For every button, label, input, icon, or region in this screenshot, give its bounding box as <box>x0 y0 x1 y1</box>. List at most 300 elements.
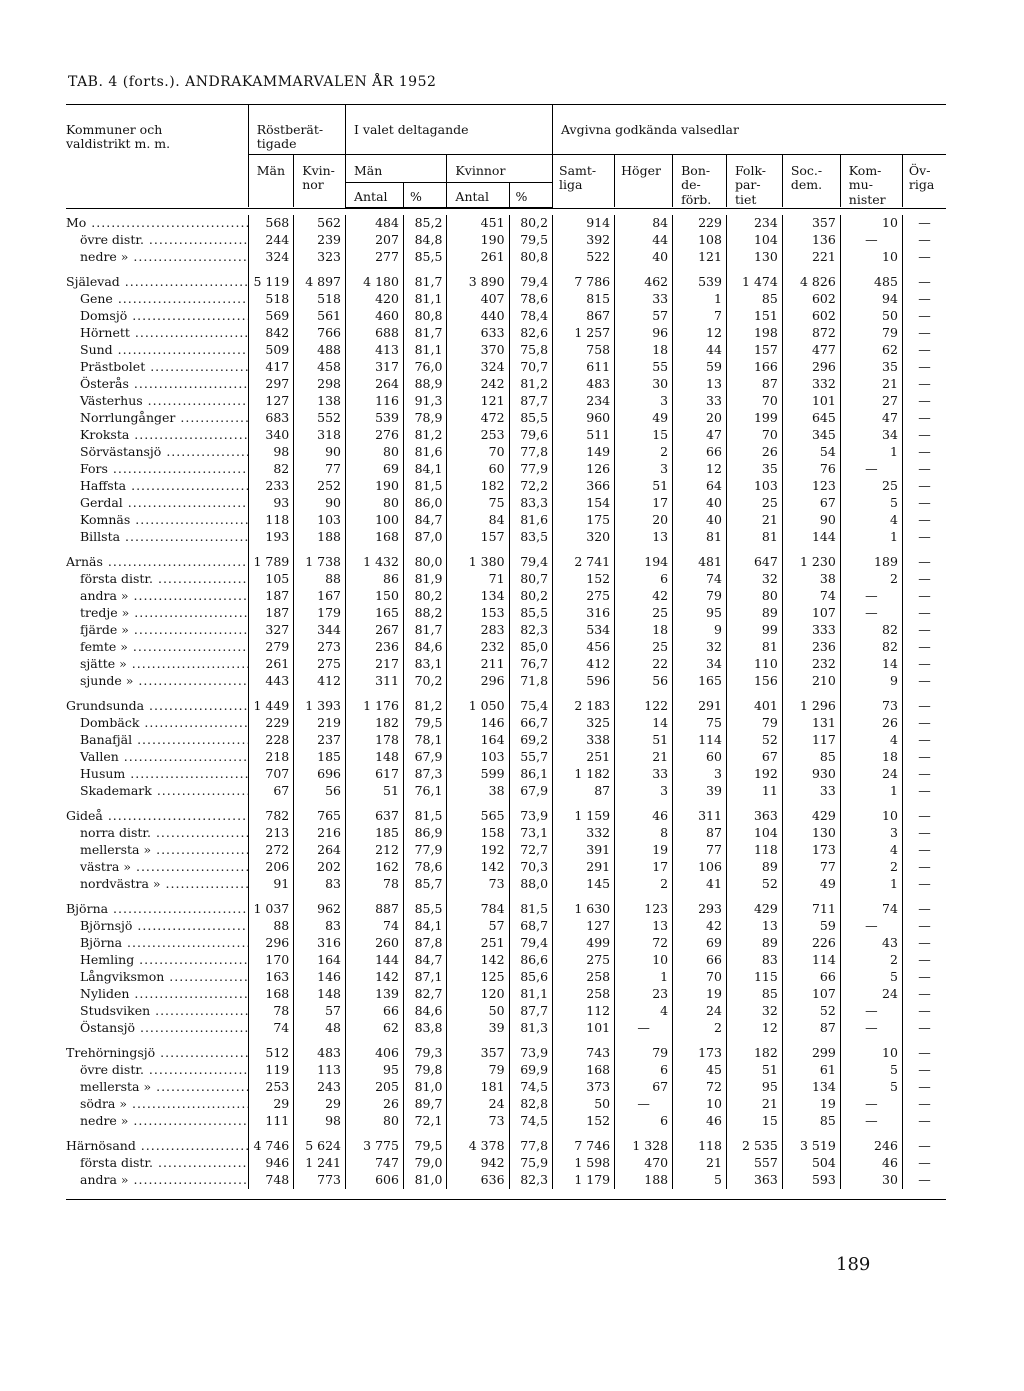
cell: 79 <box>673 588 727 605</box>
cell: 283 <box>447 622 509 639</box>
cell: 112 <box>553 1003 615 1020</box>
cell: 67 <box>248 783 294 800</box>
row-label-text: Själevad ..... <box>66 274 248 289</box>
cell: 74 <box>840 893 902 918</box>
cell: — <box>615 1020 673 1037</box>
cell: 518 <box>248 291 294 308</box>
cell: 332 <box>782 376 840 393</box>
header-socdem: Soc.-dem. <box>782 155 840 208</box>
cell: 226 <box>782 935 840 952</box>
cell: 462 <box>615 266 673 291</box>
cell: 81,0 <box>403 1079 446 1096</box>
cell: 95 <box>345 1062 403 1079</box>
cell: — <box>902 715 946 732</box>
cell: 164 <box>447 732 509 749</box>
cell: 81,2 <box>403 690 446 715</box>
cell: 41 <box>673 876 727 893</box>
cell: — <box>902 690 946 715</box>
table-row <box>66 291 946 308</box>
cell: 134 <box>447 588 509 605</box>
cell: 232 <box>782 656 840 673</box>
cell: 77,8 <box>509 1130 553 1155</box>
cell: 68,7 <box>509 918 553 935</box>
cell: 606 <box>345 1172 403 1189</box>
cell: 477 <box>782 342 840 359</box>
cell: 202 <box>294 859 346 876</box>
cell: 50 <box>447 1003 509 1020</box>
cell: 125 <box>447 969 509 986</box>
cell: 2 <box>840 952 902 969</box>
cell: 258 <box>553 969 615 986</box>
cell: 86,0 <box>403 495 446 512</box>
table-row <box>66 393 946 410</box>
cell: 872 <box>782 325 840 342</box>
row-label <box>66 393 248 410</box>
cell: 87,7 <box>509 393 553 410</box>
table-row <box>66 478 946 495</box>
cell: 81,7 <box>403 266 446 291</box>
cell: 74 <box>782 588 840 605</box>
cell: — <box>902 859 946 876</box>
cell: 275 <box>294 656 346 673</box>
cell: 407 <box>447 291 509 308</box>
cell: — <box>902 410 946 427</box>
row-label-text: Gene ..... <box>80 291 248 306</box>
table-row <box>66 444 946 461</box>
table-row <box>66 410 946 427</box>
cell: 70,3 <box>509 859 553 876</box>
cell: 152 <box>553 1113 615 1130</box>
cell: 8 <box>615 825 673 842</box>
cell: 115 <box>726 969 782 986</box>
cell: 86,1 <box>509 766 553 783</box>
cell: — <box>902 444 946 461</box>
cell: 25 <box>840 478 902 495</box>
row-label-text: västra » ..... <box>80 859 248 874</box>
row-label <box>66 1172 248 1189</box>
cell: 66 <box>673 444 727 461</box>
row-label <box>66 342 248 359</box>
table-row <box>66 325 946 342</box>
table-row <box>66 715 946 732</box>
cell: 239 <box>294 232 346 249</box>
cell: 145 <box>553 876 615 893</box>
cell: 26 <box>345 1096 403 1113</box>
cell: 190 <box>345 478 403 495</box>
row-label-text: Björnsjö ..... <box>80 918 248 933</box>
cell: 311 <box>345 673 403 690</box>
cell: 218 <box>248 749 294 766</box>
row-label <box>66 588 248 605</box>
row-label <box>66 715 248 732</box>
table-row <box>66 605 946 622</box>
cell: 344 <box>294 622 346 639</box>
cell: 5 119 <box>248 266 294 291</box>
cell: 80,7 <box>509 571 553 588</box>
row-label-text: femte » ..... <box>80 639 248 654</box>
cell: 228 <box>248 732 294 749</box>
cell: 213 <box>248 825 294 842</box>
cell: 163 <box>248 969 294 986</box>
cell: — <box>902 393 946 410</box>
cell: 17 <box>615 495 673 512</box>
cell: — <box>902 876 946 893</box>
cell: — <box>902 783 946 800</box>
cell: 267 <box>345 622 403 639</box>
cell: 96 <box>615 325 673 342</box>
cell: 2 535 <box>726 1130 782 1155</box>
cell: 81,9 <box>403 571 446 588</box>
header-kvinnor: Kvinnor <box>447 155 553 183</box>
cell: 71,8 <box>509 673 553 690</box>
row-label <box>66 749 248 766</box>
cell: 188 <box>615 1172 673 1189</box>
row-label <box>66 918 248 935</box>
row-label-text: Kroksta ..... <box>80 427 248 442</box>
cell: 483 <box>553 376 615 393</box>
cell: 83,1 <box>403 656 446 673</box>
cell: 569 <box>248 308 294 325</box>
cell: 512 <box>248 1037 294 1062</box>
cell: 21 <box>726 512 782 529</box>
cell: 85,6 <box>509 969 553 986</box>
cell: 391 <box>553 842 615 859</box>
row-label-text: tredje » ..... <box>80 605 248 620</box>
cell: 79,5 <box>403 715 446 732</box>
cell: 46 <box>673 1113 727 1130</box>
cell: 71 <box>447 571 509 588</box>
cell: — <box>902 842 946 859</box>
cell: 261 <box>248 656 294 673</box>
cell: 207 <box>345 232 403 249</box>
cell: 104 <box>726 232 782 249</box>
cell: 108 <box>673 232 727 249</box>
cell: 83,5 <box>509 529 553 546</box>
cell: 81,5 <box>509 893 553 918</box>
cell: 311 <box>673 800 727 825</box>
cell: 139 <box>345 986 403 1003</box>
cell: 151 <box>726 308 782 325</box>
cell: — <box>902 308 946 325</box>
cell: 78,4 <box>509 308 553 325</box>
cell: 51 <box>615 732 673 749</box>
table-row <box>66 1096 946 1113</box>
cell: — <box>902 1130 946 1155</box>
cell: — <box>840 918 902 935</box>
cell: 12 <box>673 325 727 342</box>
cell: 297 <box>248 376 294 393</box>
cell: 3 <box>615 461 673 478</box>
row-label <box>66 410 248 427</box>
row-label-text: andra » ..... <box>80 1172 248 1187</box>
cell: 123 <box>782 478 840 495</box>
cell: 1 630 <box>553 893 615 918</box>
cell: 136 <box>782 232 840 249</box>
cell: 91 <box>248 876 294 893</box>
row-label-text: första distr. ..... <box>80 571 248 586</box>
cell: 417 <box>248 359 294 376</box>
cell: 69 <box>345 461 403 478</box>
cell: 42 <box>673 918 727 935</box>
cell: 18 <box>840 749 902 766</box>
row-label <box>66 478 248 495</box>
cell: 458 <box>294 359 346 376</box>
cell: 81,1 <box>509 986 553 1003</box>
cell: 173 <box>673 1037 727 1062</box>
table-row <box>66 1020 946 1037</box>
cell: 324 <box>447 359 509 376</box>
cell: 79,4 <box>509 266 553 291</box>
cell: 234 <box>726 215 782 232</box>
cell: — <box>902 952 946 969</box>
cell: 79,4 <box>509 546 553 571</box>
cell: 420 <box>345 291 403 308</box>
cell: 317 <box>345 359 403 376</box>
cell: 602 <box>782 308 840 325</box>
cell: 602 <box>782 291 840 308</box>
cell: 95 <box>673 605 727 622</box>
cell: 52 <box>726 732 782 749</box>
cell: 85,0 <box>509 639 553 656</box>
cell: 499 <box>553 935 615 952</box>
cell: 2 <box>615 876 673 893</box>
cell: — <box>902 342 946 359</box>
cell: 1 159 <box>553 800 615 825</box>
cell: 10 <box>840 249 902 266</box>
cell: 45 <box>673 1062 727 1079</box>
cell: — <box>902 529 946 546</box>
cell: 66,7 <box>509 715 553 732</box>
cell: 21 <box>726 1096 782 1113</box>
cell: 86 <box>345 571 403 588</box>
table-bottom-rule <box>66 1189 946 1200</box>
cell: 55 <box>615 359 673 376</box>
cell: 89 <box>726 935 782 952</box>
cell: 509 <box>248 342 294 359</box>
cell: 85 <box>782 749 840 766</box>
cell: 429 <box>726 893 782 918</box>
cell: 85 <box>726 986 782 1003</box>
cell: 51 <box>726 1062 782 1079</box>
cell: 187 <box>248 605 294 622</box>
row-label-text: Mo ..... <box>66 215 248 230</box>
cell: 51 <box>345 783 403 800</box>
cell: 131 <box>782 715 840 732</box>
cell: 182 <box>345 715 403 732</box>
row-label <box>66 1003 248 1020</box>
cell: 152 <box>553 571 615 588</box>
cell: — <box>902 359 946 376</box>
cell: 75 <box>673 715 727 732</box>
table-row <box>66 571 946 588</box>
cell: 89,7 <box>403 1096 446 1113</box>
header-avgivna: Avgivna godkända valsedlar <box>553 105 946 155</box>
cell: 366 <box>553 478 615 495</box>
cell: 142 <box>447 952 509 969</box>
table-row <box>66 461 946 478</box>
cell: 33 <box>615 766 673 783</box>
cell: 12 <box>673 461 727 478</box>
cell: 6 <box>615 1062 673 1079</box>
cell: 103 <box>447 749 509 766</box>
cell: 784 <box>447 893 509 918</box>
cell: 130 <box>726 249 782 266</box>
cell: 81,5 <box>403 478 446 495</box>
cell: 4 <box>840 842 902 859</box>
cell: 185 <box>294 749 346 766</box>
cell: 24 <box>447 1096 509 1113</box>
cell: 10 <box>840 215 902 232</box>
table-row <box>66 656 946 673</box>
cell: 164 <box>294 952 346 969</box>
row-label-text: Komnäs ..... <box>80 512 248 527</box>
cell: 193 <box>248 529 294 546</box>
header-i-valet: I valet deltagande <box>345 105 552 155</box>
cell: 62 <box>840 342 902 359</box>
cell: 24 <box>673 1003 727 1020</box>
header-samtliga: Samt-liga <box>553 155 615 208</box>
cell: 75,4 <box>509 690 553 715</box>
cell: 275 <box>553 588 615 605</box>
table-row <box>66 749 946 766</box>
cell: 85,5 <box>509 605 553 622</box>
cell: 217 <box>345 656 403 673</box>
cell: 242 <box>447 376 509 393</box>
cell: 67,9 <box>403 749 446 766</box>
cell: 258 <box>553 986 615 1003</box>
cell: 72 <box>673 1079 727 1096</box>
cell: 54 <box>782 444 840 461</box>
cell: 101 <box>782 393 840 410</box>
cell: 320 <box>553 529 615 546</box>
cell: 1 474 <box>726 266 782 291</box>
cell: 296 <box>248 935 294 952</box>
cell: 13 <box>615 529 673 546</box>
cell: — <box>902 893 946 918</box>
cell: 99 <box>726 622 782 639</box>
cell: 107 <box>782 605 840 622</box>
cell: 557 <box>726 1155 782 1172</box>
cell: 64 <box>673 478 727 495</box>
row-label-text: sjunde » ..... <box>80 673 248 688</box>
table-row <box>66 376 946 393</box>
table-row <box>66 800 946 825</box>
cell: — <box>902 1172 946 1189</box>
cell: 2 <box>673 1020 727 1037</box>
cell: 5 <box>840 1062 902 1079</box>
cell: 206 <box>248 859 294 876</box>
row-label <box>66 546 248 571</box>
cell: 10 <box>673 1096 727 1113</box>
cell: 4 826 <box>782 266 840 291</box>
cell: 79 <box>840 325 902 342</box>
cell: 33 <box>673 393 727 410</box>
cell: 165 <box>345 605 403 622</box>
cell: 260 <box>345 935 403 952</box>
cell: — <box>902 249 946 266</box>
cell: 82,8 <box>509 1096 553 1113</box>
cell: 562 <box>294 215 346 232</box>
header-hoger: Höger <box>615 155 673 208</box>
header-folkpartiet: Folk-par-tiet <box>726 155 782 208</box>
table-title: TAB. 4 (forts.). ANDRAKAMMARVALEN ÅR 1952 <box>68 74 437 90</box>
row-label-text: norra distr. ..... <box>80 825 248 840</box>
row-label-text: Gerdal ..... <box>80 495 248 510</box>
cell: 34 <box>673 656 727 673</box>
cell: 148 <box>345 749 403 766</box>
cell: 114 <box>782 952 840 969</box>
cell: 189 <box>840 546 902 571</box>
cell: 1 <box>840 876 902 893</box>
cell: 80,8 <box>509 249 553 266</box>
table-row <box>66 342 946 359</box>
row-label <box>66 859 248 876</box>
cell: 688 <box>345 325 403 342</box>
cell: 70 <box>673 969 727 986</box>
cell: 83 <box>294 918 346 935</box>
cell: 7 <box>673 308 727 325</box>
cell: 470 <box>615 1155 673 1172</box>
cell: 696 <box>294 766 346 783</box>
row-label-text: Fors ..... <box>80 461 248 476</box>
row-label-text: Haffsta ..... <box>80 478 248 493</box>
cell: 32 <box>673 639 727 656</box>
cell: 26 <box>726 444 782 461</box>
cell: 539 <box>345 410 403 427</box>
cell: 782 <box>248 800 294 825</box>
cell: — <box>840 1003 902 1020</box>
cell: 89 <box>726 605 782 622</box>
cell: 25 <box>615 605 673 622</box>
cell: 77 <box>782 859 840 876</box>
header-rostberattigade: Röstberät-tigade <box>248 105 345 155</box>
row-label <box>66 673 248 690</box>
row-label-text: Norrlungånger ..... <box>80 410 248 425</box>
cell: 38 <box>447 783 509 800</box>
cell: 1 449 <box>248 690 294 715</box>
row-label <box>66 571 248 588</box>
row-label <box>66 1113 248 1130</box>
row-label <box>66 1020 248 1037</box>
cell: 1 393 <box>294 690 346 715</box>
table-row <box>66 232 946 249</box>
cell: 188 <box>294 529 346 546</box>
row-label <box>66 376 248 393</box>
cell: 251 <box>447 935 509 952</box>
table-row <box>66 842 946 859</box>
row-label-text: Sörvästansjö ..... <box>80 444 248 459</box>
cell: — <box>902 935 946 952</box>
cell: 370 <box>447 342 509 359</box>
cell: 277 <box>345 249 403 266</box>
cell: 69,2 <box>509 732 553 749</box>
row-label-text: Sund ..... <box>80 342 248 357</box>
cell: 79,4 <box>509 935 553 952</box>
cell: 80 <box>345 444 403 461</box>
cell: 88 <box>248 918 294 935</box>
cell: 30 <box>615 376 673 393</box>
cell: 84,6 <box>403 1003 446 1020</box>
cell: 504 <box>782 1155 840 1172</box>
cell: 5 <box>673 1172 727 1189</box>
table-row <box>66 783 946 800</box>
cell: 80 <box>345 1113 403 1130</box>
cell: 40 <box>673 512 727 529</box>
header-man: Män <box>345 155 446 183</box>
table-row <box>66 1113 946 1130</box>
row-label-text: Vallen ..... <box>80 749 248 764</box>
cell: 232 <box>447 639 509 656</box>
